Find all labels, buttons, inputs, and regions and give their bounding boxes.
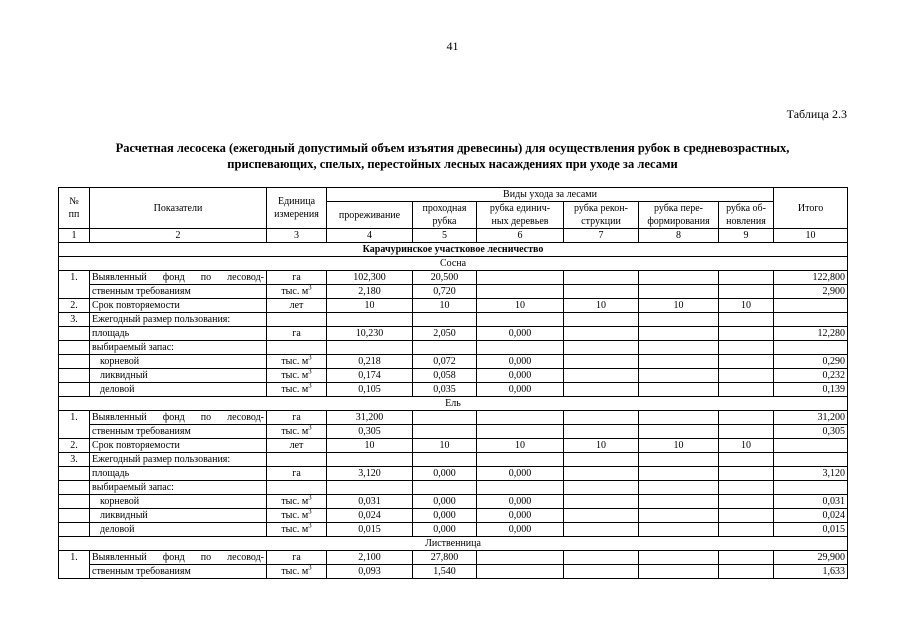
- col-num-6: 6: [477, 229, 564, 243]
- unit-cell: [267, 481, 327, 495]
- value-cell: 10: [327, 439, 413, 453]
- value-cell: [719, 341, 774, 355]
- total-cell: 1,633: [774, 565, 848, 579]
- value-cell: [564, 369, 639, 383]
- value-cell: [477, 565, 564, 579]
- row-label: ственным требованиям: [90, 425, 267, 439]
- value-cell: [413, 453, 477, 467]
- total-cell: 122,800: [774, 271, 848, 285]
- header-sub-6-line1: рубка об-: [726, 203, 766, 214]
- value-cell: [639, 453, 719, 467]
- value-cell: 0,000: [477, 369, 564, 383]
- row-number: [59, 509, 90, 523]
- value-cell: [719, 495, 774, 509]
- value-cell: [564, 313, 639, 327]
- row-number: 1.: [59, 411, 90, 439]
- table-row: [59, 299, 848, 313]
- row-label: деловой: [90, 383, 267, 397]
- value-cell: [477, 285, 564, 299]
- total-cell: 0,305: [774, 425, 848, 439]
- value-cell: [327, 313, 413, 327]
- value-cell: [639, 551, 719, 565]
- header-num: [59, 188, 90, 229]
- header-sub-3-line2: ных деревьев: [491, 216, 549, 227]
- value-cell: [719, 327, 774, 341]
- value-cell: [564, 467, 639, 481]
- row-number: [59, 369, 90, 383]
- value-cell: [564, 453, 639, 467]
- table-row: [59, 369, 848, 383]
- unit-sup: 3: [308, 508, 312, 516]
- row-label: ликвидный: [90, 509, 267, 523]
- header-row: [59, 188, 848, 202]
- row-label: Срок повторяемости: [90, 439, 267, 453]
- value-cell: [719, 313, 774, 327]
- value-cell: [564, 495, 639, 509]
- row-label: Выявленный фонд по лесовод-: [90, 271, 267, 285]
- col-num-3: 3: [267, 229, 327, 243]
- value-cell: 10: [719, 299, 774, 313]
- total-cell: 3,120: [774, 467, 848, 481]
- value-cell: 0,035: [413, 383, 477, 397]
- value-cell: [477, 481, 564, 495]
- value-cell: 20,500: [413, 271, 477, 285]
- unit-cell: [267, 383, 327, 397]
- value-cell: [564, 383, 639, 397]
- value-cell: 2,180: [327, 285, 413, 299]
- header-care-types: Виды ухода за лесами: [327, 188, 774, 202]
- value-cell: 0,000: [413, 495, 477, 509]
- value-cell: 0,000: [477, 383, 564, 397]
- unit-cell: [267, 313, 327, 327]
- unit-cell: га: [267, 327, 327, 341]
- header-sub-3-line1: рубка единич-: [489, 203, 551, 214]
- value-cell: [719, 425, 774, 439]
- value-cell: [564, 355, 639, 369]
- row-label: ственным требованиям: [90, 565, 267, 579]
- row-label: выбираемый запас:: [90, 341, 267, 355]
- value-cell: 10: [564, 439, 639, 453]
- value-cell: 0,105: [327, 383, 413, 397]
- row-number: [59, 327, 90, 341]
- header-unit: [267, 188, 327, 229]
- value-cell: 10: [477, 299, 564, 313]
- value-cell: [477, 425, 564, 439]
- value-cell: 10: [639, 299, 719, 313]
- header-unit-line2: измерения: [274, 209, 319, 220]
- total-cell: [774, 313, 848, 327]
- table-row: [59, 383, 848, 397]
- value-cell: 10: [477, 439, 564, 453]
- unit-text: тыс. м: [281, 426, 309, 437]
- value-cell: [477, 411, 564, 425]
- header-indicators: Показатели: [90, 188, 267, 229]
- row-label: ственным требованиям: [90, 285, 267, 299]
- table-row: [59, 411, 848, 425]
- title-line-1: Расчетная лесосека (ежегодный допустимый объем изъятия древесины) для осуществления рубок в средневозрастных,: [115, 141, 790, 155]
- col-num-4: 4: [327, 229, 413, 243]
- header-sub-1-line1: прореживание: [338, 209, 401, 221]
- total-cell: 0,015: [774, 523, 848, 537]
- total-cell: 31,200: [774, 411, 848, 425]
- total-cell: 29,900: [774, 551, 848, 565]
- unit-cell: [267, 425, 327, 439]
- value-cell: 0,024: [327, 509, 413, 523]
- row-label: площадь: [90, 467, 267, 481]
- unit-sup: 3: [308, 522, 312, 530]
- row-label: Срок повторяемости: [90, 299, 267, 313]
- value-cell: 0,000: [477, 467, 564, 481]
- total-cell: [774, 439, 848, 453]
- value-cell: [719, 565, 774, 579]
- value-cell: [719, 523, 774, 537]
- row-label: Выявленный фонд по лесовод-: [90, 411, 267, 425]
- value-cell: [477, 271, 564, 285]
- value-cell: [477, 313, 564, 327]
- header-sub-6: [719, 202, 774, 229]
- value-cell: [639, 467, 719, 481]
- value-cell: [639, 383, 719, 397]
- value-cell: 0,305: [327, 425, 413, 439]
- value-cell: [719, 271, 774, 285]
- value-cell: [564, 411, 639, 425]
- value-cell: [477, 341, 564, 355]
- unit-text: тыс. м: [281, 370, 309, 381]
- header-sub-6-line2: новления: [726, 216, 766, 227]
- value-cell: [639, 285, 719, 299]
- value-cell: [564, 481, 639, 495]
- col-num-10: 10: [774, 229, 848, 243]
- value-cell: [564, 523, 639, 537]
- total-cell: 12,280: [774, 327, 848, 341]
- value-cell: 0,174: [327, 369, 413, 383]
- value-cell: [639, 481, 719, 495]
- total-cell: 0,290: [774, 355, 848, 369]
- unit-sup: 3: [308, 564, 312, 572]
- value-cell: 10: [639, 439, 719, 453]
- table-row: [59, 467, 848, 481]
- value-cell: [719, 355, 774, 369]
- value-cell: [719, 551, 774, 565]
- total-cell: [774, 299, 848, 313]
- unit-sup: 3: [308, 382, 312, 390]
- header-num-line1: №: [69, 196, 79, 207]
- value-cell: [639, 271, 719, 285]
- value-cell: [639, 411, 719, 425]
- value-cell: [719, 383, 774, 397]
- value-cell: [639, 313, 719, 327]
- value-cell: 0,000: [477, 327, 564, 341]
- table-row: [59, 453, 848, 467]
- unit-text: тыс. м: [281, 496, 309, 507]
- value-cell: 0,015: [327, 523, 413, 537]
- header-sub-4-line1: рубка рекон-: [574, 203, 628, 214]
- row-label: деловой: [90, 523, 267, 537]
- header-sub-5-line1: рубка пере-: [653, 203, 704, 214]
- unit-text: тыс. м: [281, 524, 309, 535]
- species-row: [59, 257, 848, 271]
- value-cell: 31,200: [327, 411, 413, 425]
- unit-text: тыс. м: [281, 384, 309, 395]
- header-sub-3: [477, 202, 564, 229]
- row-label: ликвидный: [90, 369, 267, 383]
- value-cell: 10: [564, 299, 639, 313]
- unit-cell: [267, 355, 327, 369]
- row-label: Выявленный фонд по лесовод-: [90, 551, 267, 565]
- row-label: площадь: [90, 327, 267, 341]
- value-cell: 0,000: [477, 355, 564, 369]
- species-pine: Сосна: [59, 257, 848, 271]
- value-cell: [327, 341, 413, 355]
- unit-cell: га: [267, 467, 327, 481]
- table-row: [59, 523, 848, 537]
- value-cell: [639, 327, 719, 341]
- row-number: 3.: [59, 453, 90, 467]
- value-cell: [719, 509, 774, 523]
- unit-cell: [267, 495, 327, 509]
- header-unit-line1: Единица: [277, 196, 316, 207]
- unit-cell: га: [267, 271, 327, 285]
- species-larch: Лиственница: [59, 537, 848, 551]
- total-cell: 0,024: [774, 509, 848, 523]
- value-cell: 102,300: [327, 271, 413, 285]
- section-forestry: Карачуринское участковое лесничество: [59, 243, 848, 257]
- value-cell: 0,720: [413, 285, 477, 299]
- value-cell: 10: [413, 439, 477, 453]
- unit-sup: 3: [308, 424, 312, 432]
- total-cell: 2,900: [774, 285, 848, 299]
- value-cell: 3,120: [327, 467, 413, 481]
- document-title: [60, 140, 845, 172]
- unit-cell: [267, 523, 327, 537]
- unit-sup: 3: [308, 284, 312, 292]
- unit-cell: га: [267, 411, 327, 425]
- value-cell: [639, 341, 719, 355]
- value-cell: 2,100: [327, 551, 413, 565]
- row-number: 2.: [59, 299, 90, 313]
- unit-text: тыс. м: [281, 356, 309, 367]
- column-number-row: [59, 229, 848, 243]
- table-row: [59, 481, 848, 495]
- table-row: [59, 271, 848, 285]
- total-cell: 0,139: [774, 383, 848, 397]
- value-cell: 27,800: [413, 551, 477, 565]
- header-sub-4: [564, 202, 639, 229]
- value-cell: [564, 565, 639, 579]
- row-number: [59, 383, 90, 397]
- unit-text: тыс. м: [281, 286, 309, 297]
- value-cell: [719, 411, 774, 425]
- value-cell: [413, 341, 477, 355]
- unit-cell: лет: [267, 439, 327, 453]
- row-number: 1.: [59, 551, 90, 579]
- row-number: 1.: [59, 271, 90, 299]
- header-sub-1: [327, 202, 413, 229]
- table-label: Таблица 2.3: [786, 107, 847, 121]
- value-cell: [639, 495, 719, 509]
- table-row: [59, 327, 848, 341]
- row-number: [59, 523, 90, 537]
- table-row: [59, 565, 848, 579]
- value-cell: [639, 523, 719, 537]
- table-row: [59, 285, 848, 299]
- col-num-5: 5: [413, 229, 477, 243]
- allowable-cut-table: [58, 187, 848, 579]
- value-cell: 0,031: [327, 495, 413, 509]
- total-cell: 0,232: [774, 369, 848, 383]
- col-num-7: 7: [564, 229, 639, 243]
- value-cell: 10: [719, 439, 774, 453]
- value-cell: [719, 467, 774, 481]
- row-number: [59, 467, 90, 481]
- value-cell: 0,000: [477, 509, 564, 523]
- value-cell: [413, 481, 477, 495]
- header-sub-2-line2: рубка: [432, 216, 457, 227]
- row-number: [59, 355, 90, 369]
- value-cell: [564, 509, 639, 523]
- unit-text: тыс. м: [281, 510, 309, 521]
- value-cell: [719, 369, 774, 383]
- value-cell: [719, 285, 774, 299]
- total-cell: 0,031: [774, 495, 848, 509]
- value-cell: 2,050: [413, 327, 477, 341]
- header-sub-4-line2: струкции: [581, 216, 621, 227]
- header-sub-5: [639, 202, 719, 229]
- table-row: [59, 439, 848, 453]
- species-row: [59, 537, 848, 551]
- value-cell: [639, 509, 719, 523]
- value-cell: 0,093: [327, 565, 413, 579]
- value-cell: [477, 453, 564, 467]
- value-cell: 10: [413, 299, 477, 313]
- unit-cell: [267, 453, 327, 467]
- value-cell: [413, 411, 477, 425]
- row-label: выбираемый запас:: [90, 481, 267, 495]
- value-cell: 1,540: [413, 565, 477, 579]
- value-cell: 0,000: [413, 467, 477, 481]
- row-number: [59, 495, 90, 509]
- header-sub-2: [413, 202, 477, 229]
- table-row: [59, 355, 848, 369]
- species-spruce: Ель: [59, 397, 848, 411]
- total-cell: [774, 341, 848, 355]
- value-cell: 0,218: [327, 355, 413, 369]
- value-cell: 0,000: [413, 509, 477, 523]
- row-label: Ежегодный размер пользования:: [90, 453, 267, 467]
- row-number: [59, 341, 90, 355]
- row-label: Ежегодный размер пользования:: [90, 313, 267, 327]
- table-row: [59, 495, 848, 509]
- value-cell: [413, 313, 477, 327]
- value-cell: 0,000: [413, 523, 477, 537]
- table-row: [59, 313, 848, 327]
- col-num-1: 1: [59, 229, 90, 243]
- page-number: 41: [446, 39, 459, 53]
- value-cell: [639, 369, 719, 383]
- value-cell: [564, 327, 639, 341]
- value-cell: [564, 341, 639, 355]
- table-row: [59, 341, 848, 355]
- value-cell: [719, 453, 774, 467]
- value-cell: [477, 551, 564, 565]
- unit-cell: [267, 369, 327, 383]
- unit-text: тыс. м: [281, 566, 309, 577]
- value-cell: [327, 453, 413, 467]
- value-cell: 10: [327, 299, 413, 313]
- row-number: [59, 481, 90, 495]
- unit-sup: 3: [308, 494, 312, 502]
- value-cell: [564, 551, 639, 565]
- row-number: 3.: [59, 313, 90, 327]
- col-num-9: 9: [719, 229, 774, 243]
- unit-cell: га: [267, 551, 327, 565]
- unit-sup: 3: [308, 368, 312, 376]
- value-cell: [719, 481, 774, 495]
- value-cell: [327, 481, 413, 495]
- value-cell: [639, 355, 719, 369]
- value-cell: 0,000: [477, 523, 564, 537]
- col-num-2: 2: [90, 229, 267, 243]
- unit-cell: [267, 509, 327, 523]
- total-cell: [774, 481, 848, 495]
- section-row: [59, 243, 848, 257]
- header-num-line2: пп: [68, 209, 80, 220]
- col-num-8: 8: [639, 229, 719, 243]
- table-row: [59, 551, 848, 565]
- unit-cell: [267, 565, 327, 579]
- table-row: [59, 425, 848, 439]
- value-cell: 0,072: [413, 355, 477, 369]
- value-cell: [413, 425, 477, 439]
- unit-sup: 3: [308, 354, 312, 362]
- value-cell: [639, 565, 719, 579]
- value-cell: [639, 425, 719, 439]
- header-sub-2-line1: проходная: [422, 203, 467, 214]
- row-number: 2.: [59, 439, 90, 453]
- total-cell: [774, 453, 848, 467]
- value-cell: [564, 285, 639, 299]
- header-total: Итого: [774, 188, 848, 229]
- value-cell: [564, 425, 639, 439]
- value-cell: [564, 271, 639, 285]
- table-row: [59, 509, 848, 523]
- row-label: корневой: [90, 495, 267, 509]
- unit-cell: [267, 285, 327, 299]
- header-sub-5-line2: формирования: [647, 216, 710, 227]
- value-cell: 0,000: [477, 495, 564, 509]
- species-row: [59, 397, 848, 411]
- value-cell: 0,058: [413, 369, 477, 383]
- title-line-2: приспевающих, спелых, перестойных лесных насаждениях при уходе за лесами: [227, 157, 678, 171]
- unit-cell: лет: [267, 299, 327, 313]
- value-cell: 10,230: [327, 327, 413, 341]
- unit-cell: [267, 341, 327, 355]
- row-label: корневой: [90, 355, 267, 369]
